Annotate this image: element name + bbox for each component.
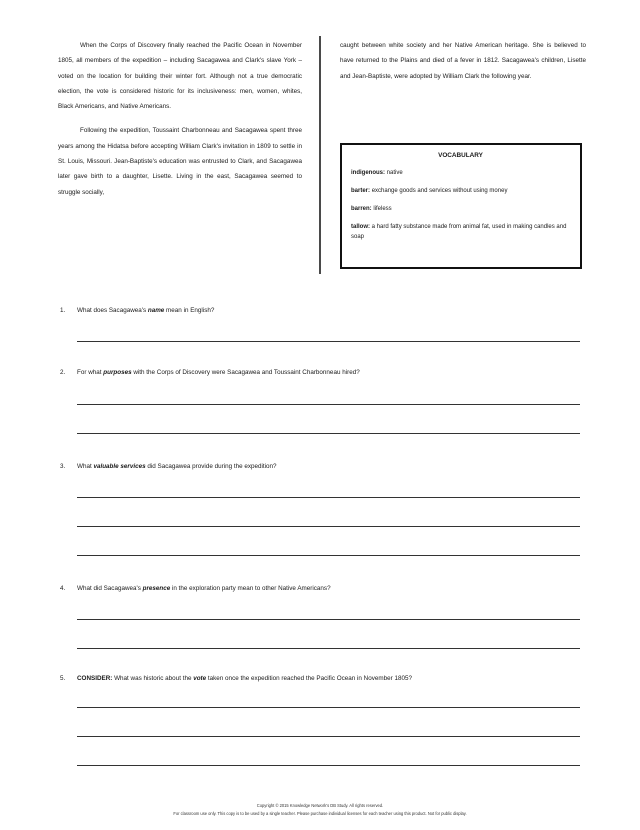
question-keyword: vote <box>193 675 207 682</box>
vocabulary-term: barren: <box>351 206 372 212</box>
passage-paragraph: Following the expedition, Toussaint Charbonneau and Sacagawea spent three years among the Hidatsa before accepting William Clark's invitation in 1809 to settle in St. Louis, Missouri. Jean-Baptiste's education was entrusted to Clark, and Sacagawea later gave birth to a daughter, Lisette. Living in the east, Sacagawea seemed to struggle socially, <box>58 127 302 196</box>
question-text-part: What <box>77 463 94 470</box>
answer-line[interactable] <box>77 404 580 405</box>
answer-line[interactable] <box>77 526 580 527</box>
question-keyword: name <box>147 307 165 314</box>
answer-line[interactable] <box>77 555 580 556</box>
passage-left-column <box>58 38 302 209</box>
answer-line[interactable] <box>77 736 580 737</box>
question-keyword: valuable services <box>93 463 146 470</box>
vocabulary-item <box>351 204 570 214</box>
passage-right-column <box>340 38 586 93</box>
question-text <box>77 585 331 592</box>
vocabulary-definition: exchange goods and services without using money <box>371 188 508 194</box>
license-line: For classroom use only. This copy is to be used by a single teacher. Please purchase individual licenses for each teacher using this product. Not for public display. <box>173 811 467 816</box>
answer-line[interactable] <box>77 619 580 620</box>
question-text-part: with the Corps of Discovery were Sacagawea and Toussaint Charbonneau hired? <box>131 369 360 376</box>
vocabulary-box <box>340 143 582 269</box>
question-text <box>77 369 360 376</box>
copyright-line: Copyright © 2015 Knowledge Network’s DB Study. All rights reserved. <box>256 803 384 808</box>
vocabulary-title: VOCABULARY <box>438 152 483 159</box>
answer-line[interactable] <box>77 707 580 708</box>
question-number: 3. <box>60 463 66 470</box>
question-number: 2. <box>60 369 66 376</box>
answer-line[interactable] <box>77 341 580 342</box>
consider-label: CONSIDER: <box>77 675 113 682</box>
vocabulary-item <box>351 168 570 178</box>
answer-line[interactable] <box>77 648 580 649</box>
question-text-part: mean in English? <box>164 307 215 314</box>
vocabulary-item <box>351 222 570 242</box>
question-text <box>77 463 277 470</box>
answer-line[interactable] <box>77 497 580 498</box>
vocabulary-item <box>351 186 570 196</box>
column-divider <box>319 36 321 274</box>
question-text <box>77 307 214 314</box>
vocabulary-definition: lifeless <box>373 206 392 212</box>
question-number: 1. <box>60 307 66 314</box>
question-keyword: purposes <box>103 369 132 376</box>
question-text-part: in the exploration party mean to other Native Americans? <box>170 585 331 592</box>
question-text <box>77 675 412 682</box>
question-keyword: presence <box>142 585 171 592</box>
question-text-part: What did Sacagawea's <box>77 585 143 592</box>
question-text-part: did Sacagawea provide during the expedition? <box>145 463 277 470</box>
vocabulary-definition: native <box>386 170 403 176</box>
question-number: 5. <box>60 675 66 682</box>
vocabulary-definition: a hard fatty substance made from animal fat, used in making candles and soap <box>351 224 567 240</box>
answer-line[interactable] <box>77 765 580 766</box>
question-text-part: taken once the expedition reached the Pacific Ocean in November 1805? <box>206 675 412 682</box>
question-text-part: What does Sacagawea's <box>77 307 148 314</box>
question-text-part: What was historic about the <box>112 675 194 682</box>
vocabulary-term: barter: <box>351 188 371 194</box>
vocabulary-term: indigenous: <box>351 170 385 176</box>
vocabulary-term: tallow: <box>351 224 370 230</box>
passage-paragraph: When the Corps of Discovery finally reached the Pacific Ocean in November 1805, all members of the expedition – including Sacagawea and Clark's slave York – voted on the location for building their winter fort. Although not a true democratic election, the vote is considered historic for its inclusiveness: men, women, whites, Black Americans, and Native Americans. <box>58 42 302 111</box>
question-text-part: For what <box>77 369 104 376</box>
answer-line[interactable] <box>77 433 580 434</box>
question-number: 4. <box>60 585 66 592</box>
passage-paragraph: caught between white society and her Native American heritage. She is believed to have returned to the Plains and died of a fever in 1812. Sacagawea's children, Lisette and Jean-Baptiste, were adopted by William Clark the following year. <box>340 42 586 80</box>
